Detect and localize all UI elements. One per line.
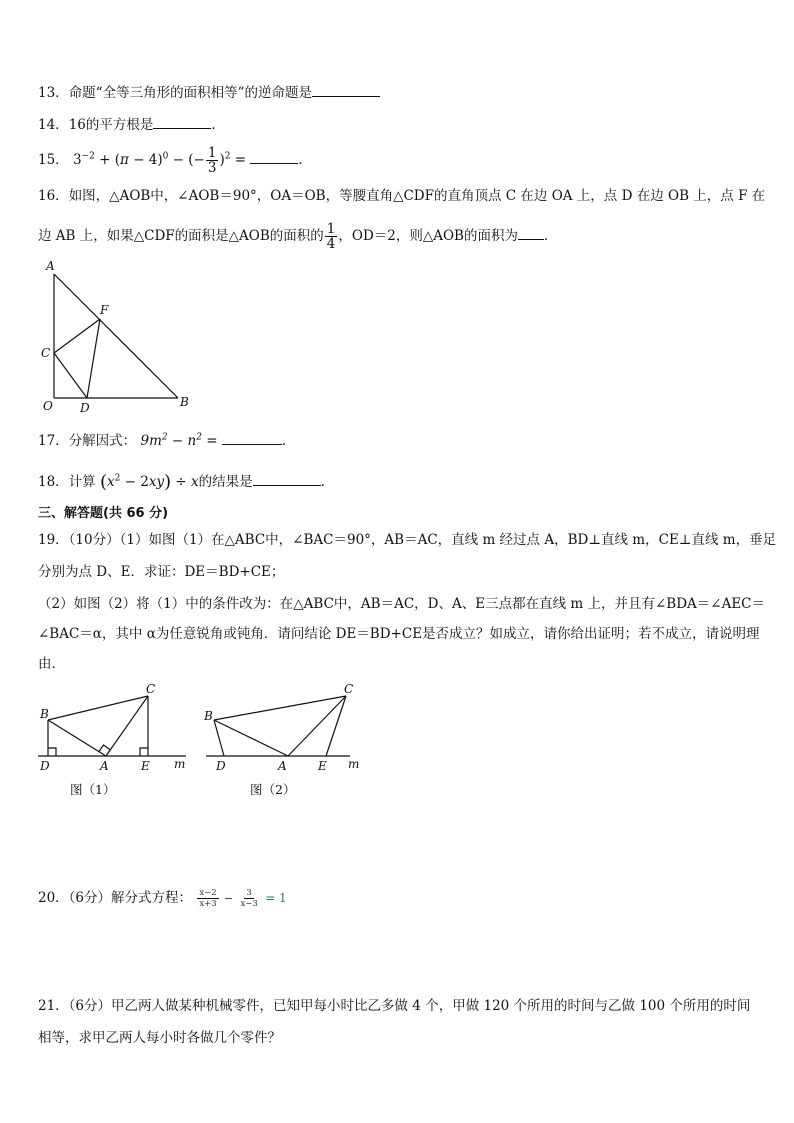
question-20 — [38, 888, 287, 909]
q16-figure — [38, 256, 198, 416]
q16-text-line1: 如图，△AOB中，∠AOB＝90°，OA＝OB，等腰直角△CDF的直角顶点 C 在边 OA 上，点 D 在边 OB 上，点 F 在 — [68, 188, 766, 204]
fig2-caption: 图（2） — [250, 782, 296, 797]
q19-line4: ∠BAC＝α，其中 α为任意锐角或钝角．请问结论 DE＝BD+CE是否成立？如成立，请你给出证明；若不成立，请说明理 — [38, 626, 760, 642]
question-15 — [38, 146, 312, 175]
segment-CE — [326, 696, 346, 756]
fig1-label-B: B — [40, 707, 49, 721]
q16-text-line2a: 边 AB 上，如果△CDF的面积是△AOB的面积的 — [38, 228, 324, 244]
fig2-label-m: m — [348, 757, 360, 771]
q13-answer-blank[interactable] — [312, 82, 380, 97]
q17-expression: $9m^2 - n^2$ — [140, 432, 202, 449]
segment-BD — [214, 720, 224, 756]
q20-frac1-den: x+3 — [199, 899, 217, 909]
q21-line1: 21．（6分）甲乙两人做某种机械零件，已知甲每小时比乙多做 4 个，甲做 120 个所用的时间与乙做 100 个所用的时间 — [38, 998, 751, 1014]
question-18 — [38, 471, 325, 493]
fig2-label-C: C — [344, 682, 354, 696]
q17-answer-blank[interactable] — [222, 430, 282, 445]
q19-line5: 由． — [38, 656, 65, 672]
q20-fraction-1 — [197, 888, 218, 909]
question-17: 17．分解因式： $9m^2 - n^2$ = ． — [38, 430, 295, 451]
fig1-caption: 图（1） — [70, 782, 116, 797]
segment-CD — [54, 353, 87, 398]
q13-text: 命题“全等三角形的面积相等”的逆命题是 — [68, 85, 312, 101]
q16-fraction — [325, 222, 338, 251]
fig1-label-A: A — [100, 759, 109, 773]
fig1-label-E: E — [141, 759, 150, 773]
right-angle-A — [99, 745, 111, 752]
q15-expression: $3^{-2} + (\pi - 4)^0$ − (− $\frac{1}{3}$ )$^2$ = — [72, 145, 251, 176]
q14-text: 16的平方根是 — [68, 117, 154, 133]
q16-end: ． — [543, 228, 558, 244]
fig2-label-B: B — [204, 709, 213, 723]
q20-rhs: = 1 — [265, 891, 287, 905]
q17-number: 17． — [38, 433, 69, 449]
q20-fraction-2 — [238, 888, 259, 909]
segment-AB — [54, 274, 178, 398]
q19-line2: 分别为点 D、E．求证：DE＝BD+CE； — [38, 564, 285, 580]
segment-DF — [87, 319, 100, 398]
q20-frac2-den: x−3 — [240, 899, 258, 909]
question-14 — [38, 114, 225, 135]
label-C: C — [41, 346, 51, 360]
q20-frac2-num: 3 — [246, 888, 252, 898]
q18-answer-blank[interactable] — [253, 471, 321, 486]
fig1-label-D: D — [40, 759, 50, 773]
label-B: B — [180, 395, 189, 409]
label-D: D — [80, 401, 90, 415]
q17-text: 分解因式： — [68, 433, 137, 449]
q15-number: 15． — [38, 152, 69, 168]
fig2-label-D: D — [216, 759, 226, 773]
question-16-line2 — [38, 222, 557, 251]
q18-number: 18． — [38, 474, 69, 490]
q16-frac-num: 1 — [326, 221, 336, 237]
segment-BA — [48, 720, 106, 756]
q19-figure-1 — [30, 680, 200, 800]
q19-figure-2 — [198, 680, 368, 800]
fig1-label-m: m — [174, 757, 186, 771]
q13-number: 13． — [38, 85, 69, 101]
q16-text-line2b: ，OD＝2，则△AOB的面积为 — [338, 228, 518, 244]
q15-answer-blank[interactable] — [250, 149, 298, 164]
q21-line2: 相等，求甲乙两人每小时各做几个零件？ — [38, 1030, 281, 1046]
q16-answer-blank[interactable] — [518, 225, 544, 240]
q18-end: . — [320, 474, 325, 490]
label-A: A — [46, 259, 55, 273]
segment-CF — [54, 319, 100, 353]
q20-frac1-num: x−2 — [199, 888, 217, 898]
q20-minus: − — [223, 892, 234, 905]
label-F: F — [100, 303, 109, 317]
q19-line3: （2）如图（2）将（1）中的条件改为：在△ABC中，AB＝AC，D、A、E三点都在直线 m 上，并且有∠BDA＝∠AEC＝ — [38, 596, 766, 612]
q14-end: ． — [211, 117, 225, 133]
label-O: O — [43, 399, 53, 413]
q17-end: ． — [281, 433, 296, 449]
right-angle-E — [140, 748, 148, 756]
q18-after: 的结果是 — [198, 474, 253, 490]
fig2-label-A: A — [278, 759, 287, 773]
fig2-label-E: E — [318, 759, 327, 773]
q14-answer-blank[interactable] — [153, 114, 211, 129]
q18-expression: $(x^2 - 2xy) \div x$ — [99, 471, 199, 493]
q16-number: 16． — [38, 188, 69, 204]
question-16-line1 — [38, 186, 765, 206]
question-13 — [38, 82, 380, 103]
q14-number: 14． — [38, 117, 69, 133]
segment-BA — [214, 720, 288, 756]
q20-text: 20．（6分）解分式方程： — [38, 890, 193, 906]
section-3-title: 三、解答题(共 66 分) — [38, 506, 169, 521]
fig1-label-C: C — [146, 682, 156, 696]
q16-frac-den: 4 — [326, 236, 336, 252]
q19-line1: 19．（10分）（1）如图（1）在△ABC中，∠BAC＝90°，AB＝AC，直线 m 经过点 A，BD⊥直线 m，CE⊥直线 m，垂足 — [38, 532, 777, 548]
q15-end: ． — [298, 152, 312, 168]
right-angle-D — [48, 748, 56, 756]
q18-text: 计算 — [68, 474, 96, 490]
